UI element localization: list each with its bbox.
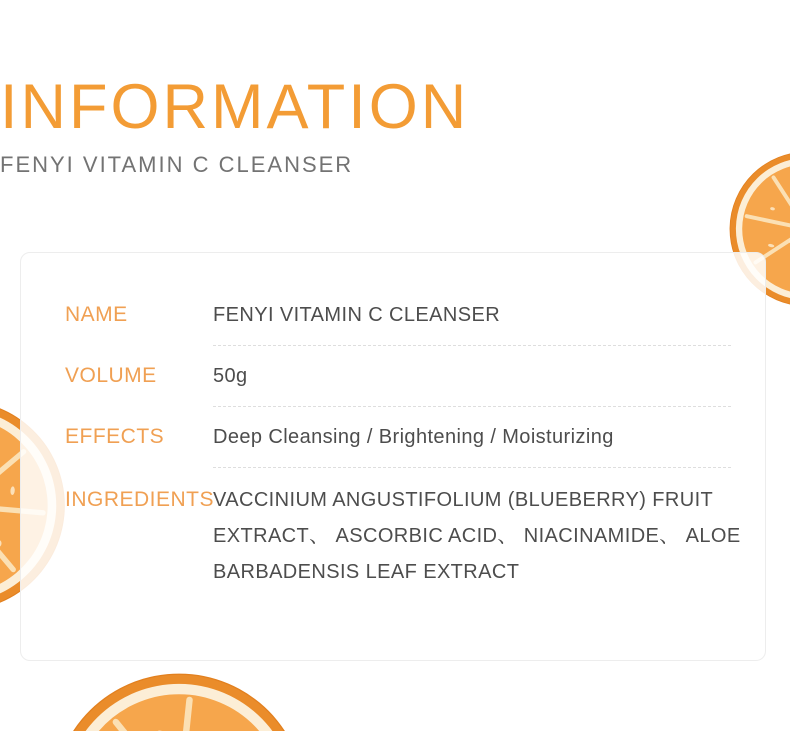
ingredients-line: BARBADENSIS LEAF EXTRACT <box>213 561 520 583</box>
info-row-volume <box>21 346 765 406</box>
page-subtitle: FENYI VITAMIN C CLEANSER <box>0 152 354 177</box>
effects-label: EFFECTS <box>65 425 165 448</box>
info-row-effects <box>21 407 765 467</box>
info-row-ingredients <box>21 468 765 590</box>
name-label: NAME <box>65 303 128 326</box>
effects-value: Deep Cleansing / Brightening / Moisturizing <box>213 425 614 448</box>
name-value: FENYI VITAMIN C CLEANSER <box>213 303 501 326</box>
ingredients-value <box>213 482 741 590</box>
ingredients-label: INGREDIENTS <box>65 488 215 511</box>
page-title: INFORMATION <box>0 72 470 142</box>
volume-value: 50g <box>213 364 248 387</box>
info-row-name <box>21 285 765 345</box>
ingredients-line: VACCINIUM ANGUSTIFOLIUM (BLUEBERRY) FRUIT <box>213 489 714 511</box>
info-card <box>20 252 766 661</box>
volume-label: VOLUME <box>65 364 157 387</box>
ingredients-line: EXTRACT、 ASCORBIC ACID、 NIACINAMIDE、 ALOE <box>213 525 741 547</box>
orange-slice-bottom-center-icon <box>37 658 321 731</box>
